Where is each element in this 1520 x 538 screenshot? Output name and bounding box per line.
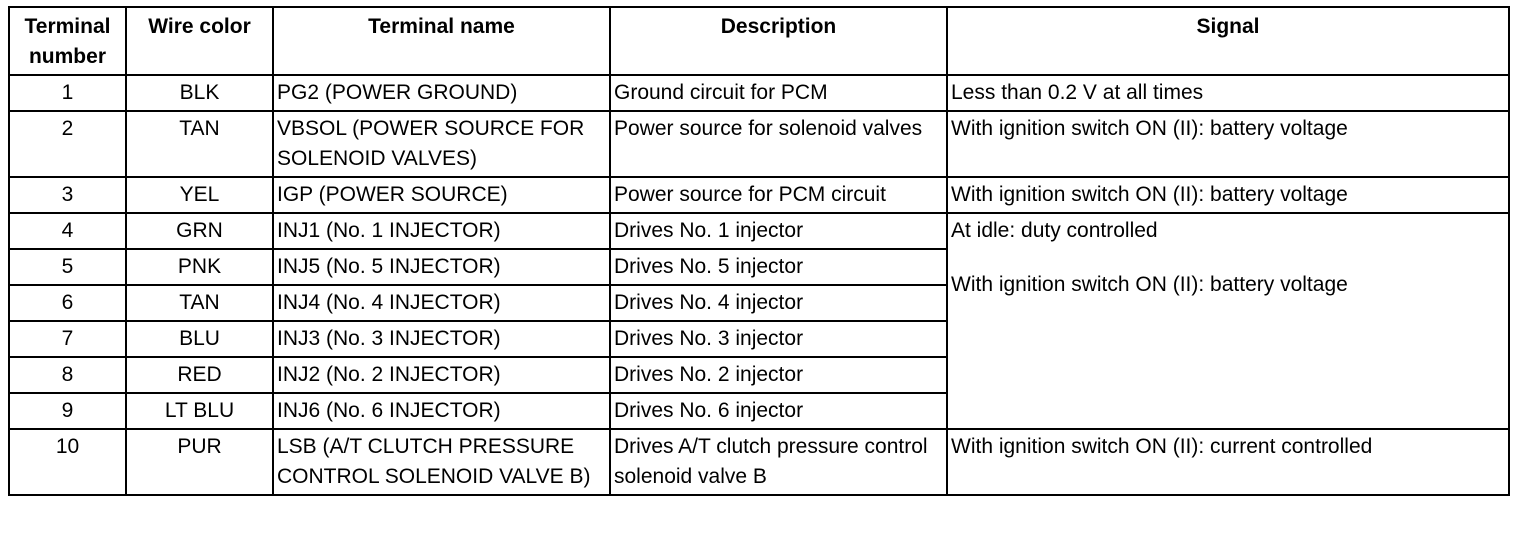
terminal-name-cell: VBSOL (POWER SOURCE FOR SOLENOID VALVES) — [273, 111, 610, 177]
table-row — [9, 111, 1509, 177]
description-cell: Drives No. 6 injector — [610, 393, 947, 429]
wire-color-cell: GRN — [126, 213, 273, 249]
header-row — [9, 7, 1509, 75]
terminal-name-cell: INJ2 (No. 2 INJECTOR) — [273, 357, 610, 393]
terminal-name-cell: INJ1 (No. 1 INJECTOR) — [273, 213, 610, 249]
header-signal: Signal — [947, 7, 1509, 75]
wire-color-cell: RED — [126, 357, 273, 393]
wire-color-cell: PUR — [126, 429, 273, 495]
signal-spacer — [951, 246, 1505, 270]
signal-cell: With ignition switch ON (II): current controlled — [947, 429, 1509, 495]
injector-signal-cell — [947, 213, 1509, 429]
terminal-number-cell: 2 — [9, 111, 126, 177]
header-wire-color: Wire color — [126, 7, 273, 75]
table-row — [9, 429, 1509, 495]
terminal-name-cell: INJ4 (No. 4 INJECTOR) — [273, 285, 610, 321]
terminal-number-cell: 8 — [9, 357, 126, 393]
terminal-name-cell: IGP (POWER SOURCE) — [273, 177, 610, 213]
terminal-number-cell: 3 — [9, 177, 126, 213]
table-row — [9, 213, 1509, 249]
description-cell: Drives No. 1 injector — [610, 213, 947, 249]
pinout-table-container — [8, 6, 1510, 496]
terminal-name-cell: LSB (A/T CLUTCH PRESSURE CONTROL SOLENOID VALVE B) — [273, 429, 610, 495]
table-row — [9, 75, 1509, 111]
signal-cell: Less than 0.2 V at all times — [947, 75, 1509, 111]
signal-cell: With ignition switch ON (II): battery voltage — [947, 177, 1509, 213]
header-description: Description — [610, 7, 947, 75]
header-terminal-number: Terminal number — [9, 7, 126, 75]
description-cell: Drives No. 3 injector — [610, 321, 947, 357]
description-cell: Drives A/T clutch pressure control solenoid valve B — [610, 429, 947, 495]
terminal-number-cell: 10 — [9, 429, 126, 495]
injector-signal-ignition: With ignition switch ON (II): battery voltage — [951, 273, 1348, 296]
terminal-name-cell: PG2 (POWER GROUND) — [273, 75, 610, 111]
description-cell: Ground circuit for PCM — [610, 75, 947, 111]
terminal-number-cell: 6 — [9, 285, 126, 321]
injector-signal-idle: At idle: duty controlled — [951, 219, 1158, 242]
wire-color-cell: PNK — [126, 249, 273, 285]
table-row — [9, 177, 1509, 213]
description-cell: Drives No. 2 injector — [610, 357, 947, 393]
signal-cell: With ignition switch ON (II): battery voltage — [947, 111, 1509, 177]
terminal-number-cell: 9 — [9, 393, 126, 429]
description-cell: Power source for PCM circuit — [610, 177, 947, 213]
description-cell: Power source for solenoid valves — [610, 111, 947, 177]
wire-color-cell: LT BLU — [126, 393, 273, 429]
terminal-number-cell: 5 — [9, 249, 126, 285]
header-terminal-name: Terminal name — [273, 7, 610, 75]
wire-color-cell: BLU — [126, 321, 273, 357]
terminal-number-cell: 1 — [9, 75, 126, 111]
wire-color-cell: BLK — [126, 75, 273, 111]
terminal-pinout-table — [8, 6, 1510, 496]
wire-color-cell: TAN — [126, 111, 273, 177]
terminal-number-cell: 4 — [9, 213, 126, 249]
wire-color-cell: TAN — [126, 285, 273, 321]
description-cell: Drives No. 4 injector — [610, 285, 947, 321]
wire-color-cell: YEL — [126, 177, 273, 213]
terminal-name-cell: INJ3 (No. 3 INJECTOR) — [273, 321, 610, 357]
terminal-name-cell: INJ6 (No. 6 INJECTOR) — [273, 393, 610, 429]
description-cell: Drives No. 5 injector — [610, 249, 947, 285]
terminal-number-cell: 7 — [9, 321, 126, 357]
terminal-name-cell: INJ5 (No. 5 INJECTOR) — [273, 249, 610, 285]
